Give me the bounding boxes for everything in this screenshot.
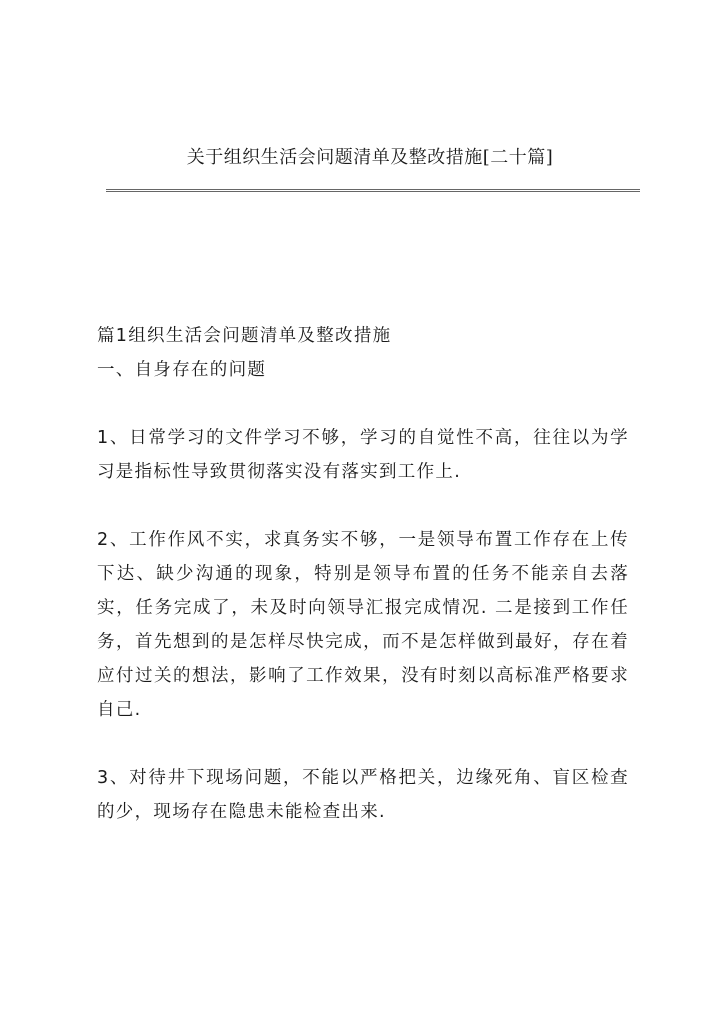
section-heading: 篇1组织生活会问题清单及整改措施 (97, 326, 392, 346)
paragraph-2: 2、工作作风不实，求真务实不够，一是领导布置工作存在上传下达、缺少沟通的现象，特别是领导布置的任务不能亲自去落实，任务完成了，未及时向领导汇报完成情况. 二是接到工作任务，首先想到的是怎样尽快完成，而不是怎样做到最好，存在着应付过关的想法，影响了工作效果，没有时刻以高标准严格要求自己. (97, 530, 629, 720)
document-body (97, 319, 629, 829)
title-underline (106, 189, 640, 192)
paragraph-1: 1、日常学习的文件学习不够，学习的自觉性不高，往往以为学习是指标性导致贯彻落实没有落实到工作上. (97, 428, 629, 482)
subheading: 一、自身存在的问题 (97, 360, 267, 380)
paragraph-3: 3、对待井下现场问题，不能以严格把关，边缘死角、盲区检查的少，现场存在隐患未能检查出来. (97, 768, 629, 822)
document-title: 关于组织生活会问题清单及整改措施[二十篇] (186, 147, 554, 168)
